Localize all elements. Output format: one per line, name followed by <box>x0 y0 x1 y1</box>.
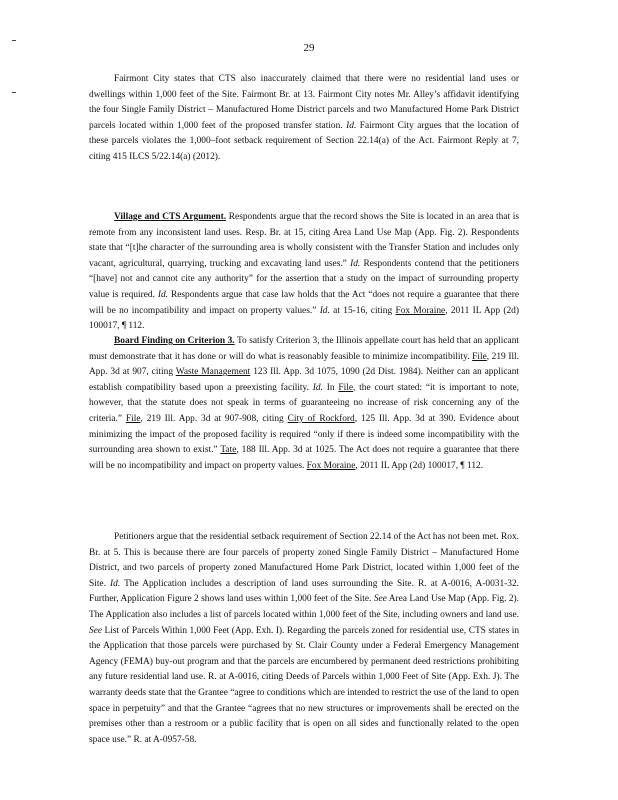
text: Fairmont City states that CTS also inaccurately claimed that there were no residential land uses or dwellings within 1,000 feet of the Site. Fairmont Br. at 13. Fairmont City notes Mr. Alley’s affidavit identifying the four Single Family District – Manufactured Home District parcels and two Manufactured Home Park District parcels located within 1,000 feet of the proposed transfer station. <box>89 74 519 131</box>
text: Fairmont City argues that the location of these parcels violates the 1,000–foot setback requirement of Section 22.14(a) of the Act. Fairmont Reply at 7, citing 415 ILCS 5/22.14(a) (2012). <box>89 120 520 162</box>
text: at 15-16, citing <box>333 305 393 316</box>
paragraph-village-cts-argument <box>89 210 519 335</box>
signal-see: See <box>89 625 103 636</box>
citation-id: Id. <box>346 120 357 131</box>
case-name: Fox Moraine <box>395 305 446 316</box>
signal-see: See <box>373 594 387 605</box>
paragraph-petitioners-setback <box>89 530 519 748</box>
text: Petitioners argue that the residential setback requirement of Section 22.14 of the Act has not been met. Rox. Br. at 5. This is because there are four parcels of property zoned Single Family District – Manufactured Home District, and two parcels of property zoned Manufactured Home Park District, located within 1,000 feet of the Site. <box>89 532 519 589</box>
text: To satisfy Criterion 3, the Illinois appellate court has held that an applicant must demonstrate that it has done or will do what is reasonably feasible to minimize incompatibility. <box>89 336 519 362</box>
citation-id: Id. <box>312 382 323 393</box>
text: Area Land Use Map (App. Fig. 2). The Application also includes a list of parcels located within 1,000 feet of the Site, including owners and land use. <box>89 594 520 620</box>
citation-id: Id. <box>319 305 330 316</box>
margin-mark <box>12 40 16 41</box>
citation-id: Id. <box>157 289 169 300</box>
section-heading: Board Finding on Criterion 3. <box>114 336 235 346</box>
text: In <box>326 382 335 393</box>
text: Respondents argue that the record shows the Site is located in an area that is remote from any inconsistent land uses. Resp. Br. at 15, citing Area Land Use Map (App. Fig. 2). Respondents state that “[t]he character of the surrounding area is wholly consistent with the Transfer Station and includes only vacant, agricultural, quarrying, trucking and excavating land uses.” <box>89 212 520 269</box>
text: , 125 Ill. App. 3d at 390. Evidence about minimizing the impact of the proposed facility is required “only if there is indeed some incompatibility with the surrounding area shown to exist.” <box>89 413 519 456</box>
paragraph-fairmont-city <box>89 72 519 166</box>
citation-id: Id. <box>110 578 121 589</box>
page-number: 29 <box>303 42 315 54</box>
case-name: City of Rockford <box>287 413 355 424</box>
section-heading: Village and CTS Argument. <box>114 212 227 222</box>
case-name: Tate <box>220 445 237 456</box>
text: , 2011 IL App (2d) 100017, ¶ 112. <box>89 305 519 332</box>
case-name: File <box>125 413 141 424</box>
text: , 188 Ill. App. 3d at 1025. The Act does not require a guarantee that there will be no incompatibility and impact on property values. <box>89 445 519 471</box>
text: Respondents contend that the petitioners “[have] not and cannot cite any authority” for the assertion that a study on the impact of surrounding property value is required. <box>89 258 519 300</box>
text: , 219 Ill. App. 3d at 907-908, citing <box>140 413 284 424</box>
margin-mark <box>12 92 16 93</box>
citation-id: Id. <box>350 258 361 269</box>
text: , the court stated: “it is important to note, however, that the statute does not speak in terms of guaranteeing no increase of risk concerning any of the criteria.” <box>89 382 520 424</box>
text: , 219 Ill. App. 3d at 907, citing <box>89 351 520 378</box>
case-name: Waste Management <box>175 367 251 378</box>
text: The Application includes a description of land uses surrounding the Site. R. at A-0016, A-0031-32. Further, Application Figure 2 shows land uses within 1,000 feet of the Site. <box>89 578 519 605</box>
text: Respondents argue that case law holds that the Act “does not require a guarantee that there will be no incompatibility and impact on property values.” <box>89 289 520 316</box>
text: , 2011 IL App (2d) 100017, ¶ 112. <box>355 460 484 471</box>
case-name: File <box>338 382 354 393</box>
case-name: File <box>472 351 487 362</box>
text: 123 Ill. App. 3d 1075, 1090 (2d Dist. 1984). Neither can an applicant establish compatibility based upon a preexisting facility. <box>89 367 519 393</box>
case-name: Fox Moraine <box>306 460 356 471</box>
text: List of Parcels Within 1,000 Feet (App. Exh. I). Regarding the parcels zoned for residential use, CTS states in the Application that those parcels were purchased by St. Clair County under a Federal Emergency Management Agency (FEMA) buy-out program and that the parcels are encumbered by permanent deed restrictions prohibiting any future residential land use. R. at A-0016, citing Deeds of Parcels within 1,000 Feet of Site (App. Exh. J). The warranty deeds state that the Grantee “agree to conditions which are intended to restrict the use of the land to open space in perpetuity” and that the Grantee “agrees that no new structures or improvements shall be erected on the premises other than a restroom or a public facility that is open on all sides and functionally related to the open space use.” R. at A-0957-58. <box>89 625 520 745</box>
paragraph-board-finding <box>89 334 519 474</box>
